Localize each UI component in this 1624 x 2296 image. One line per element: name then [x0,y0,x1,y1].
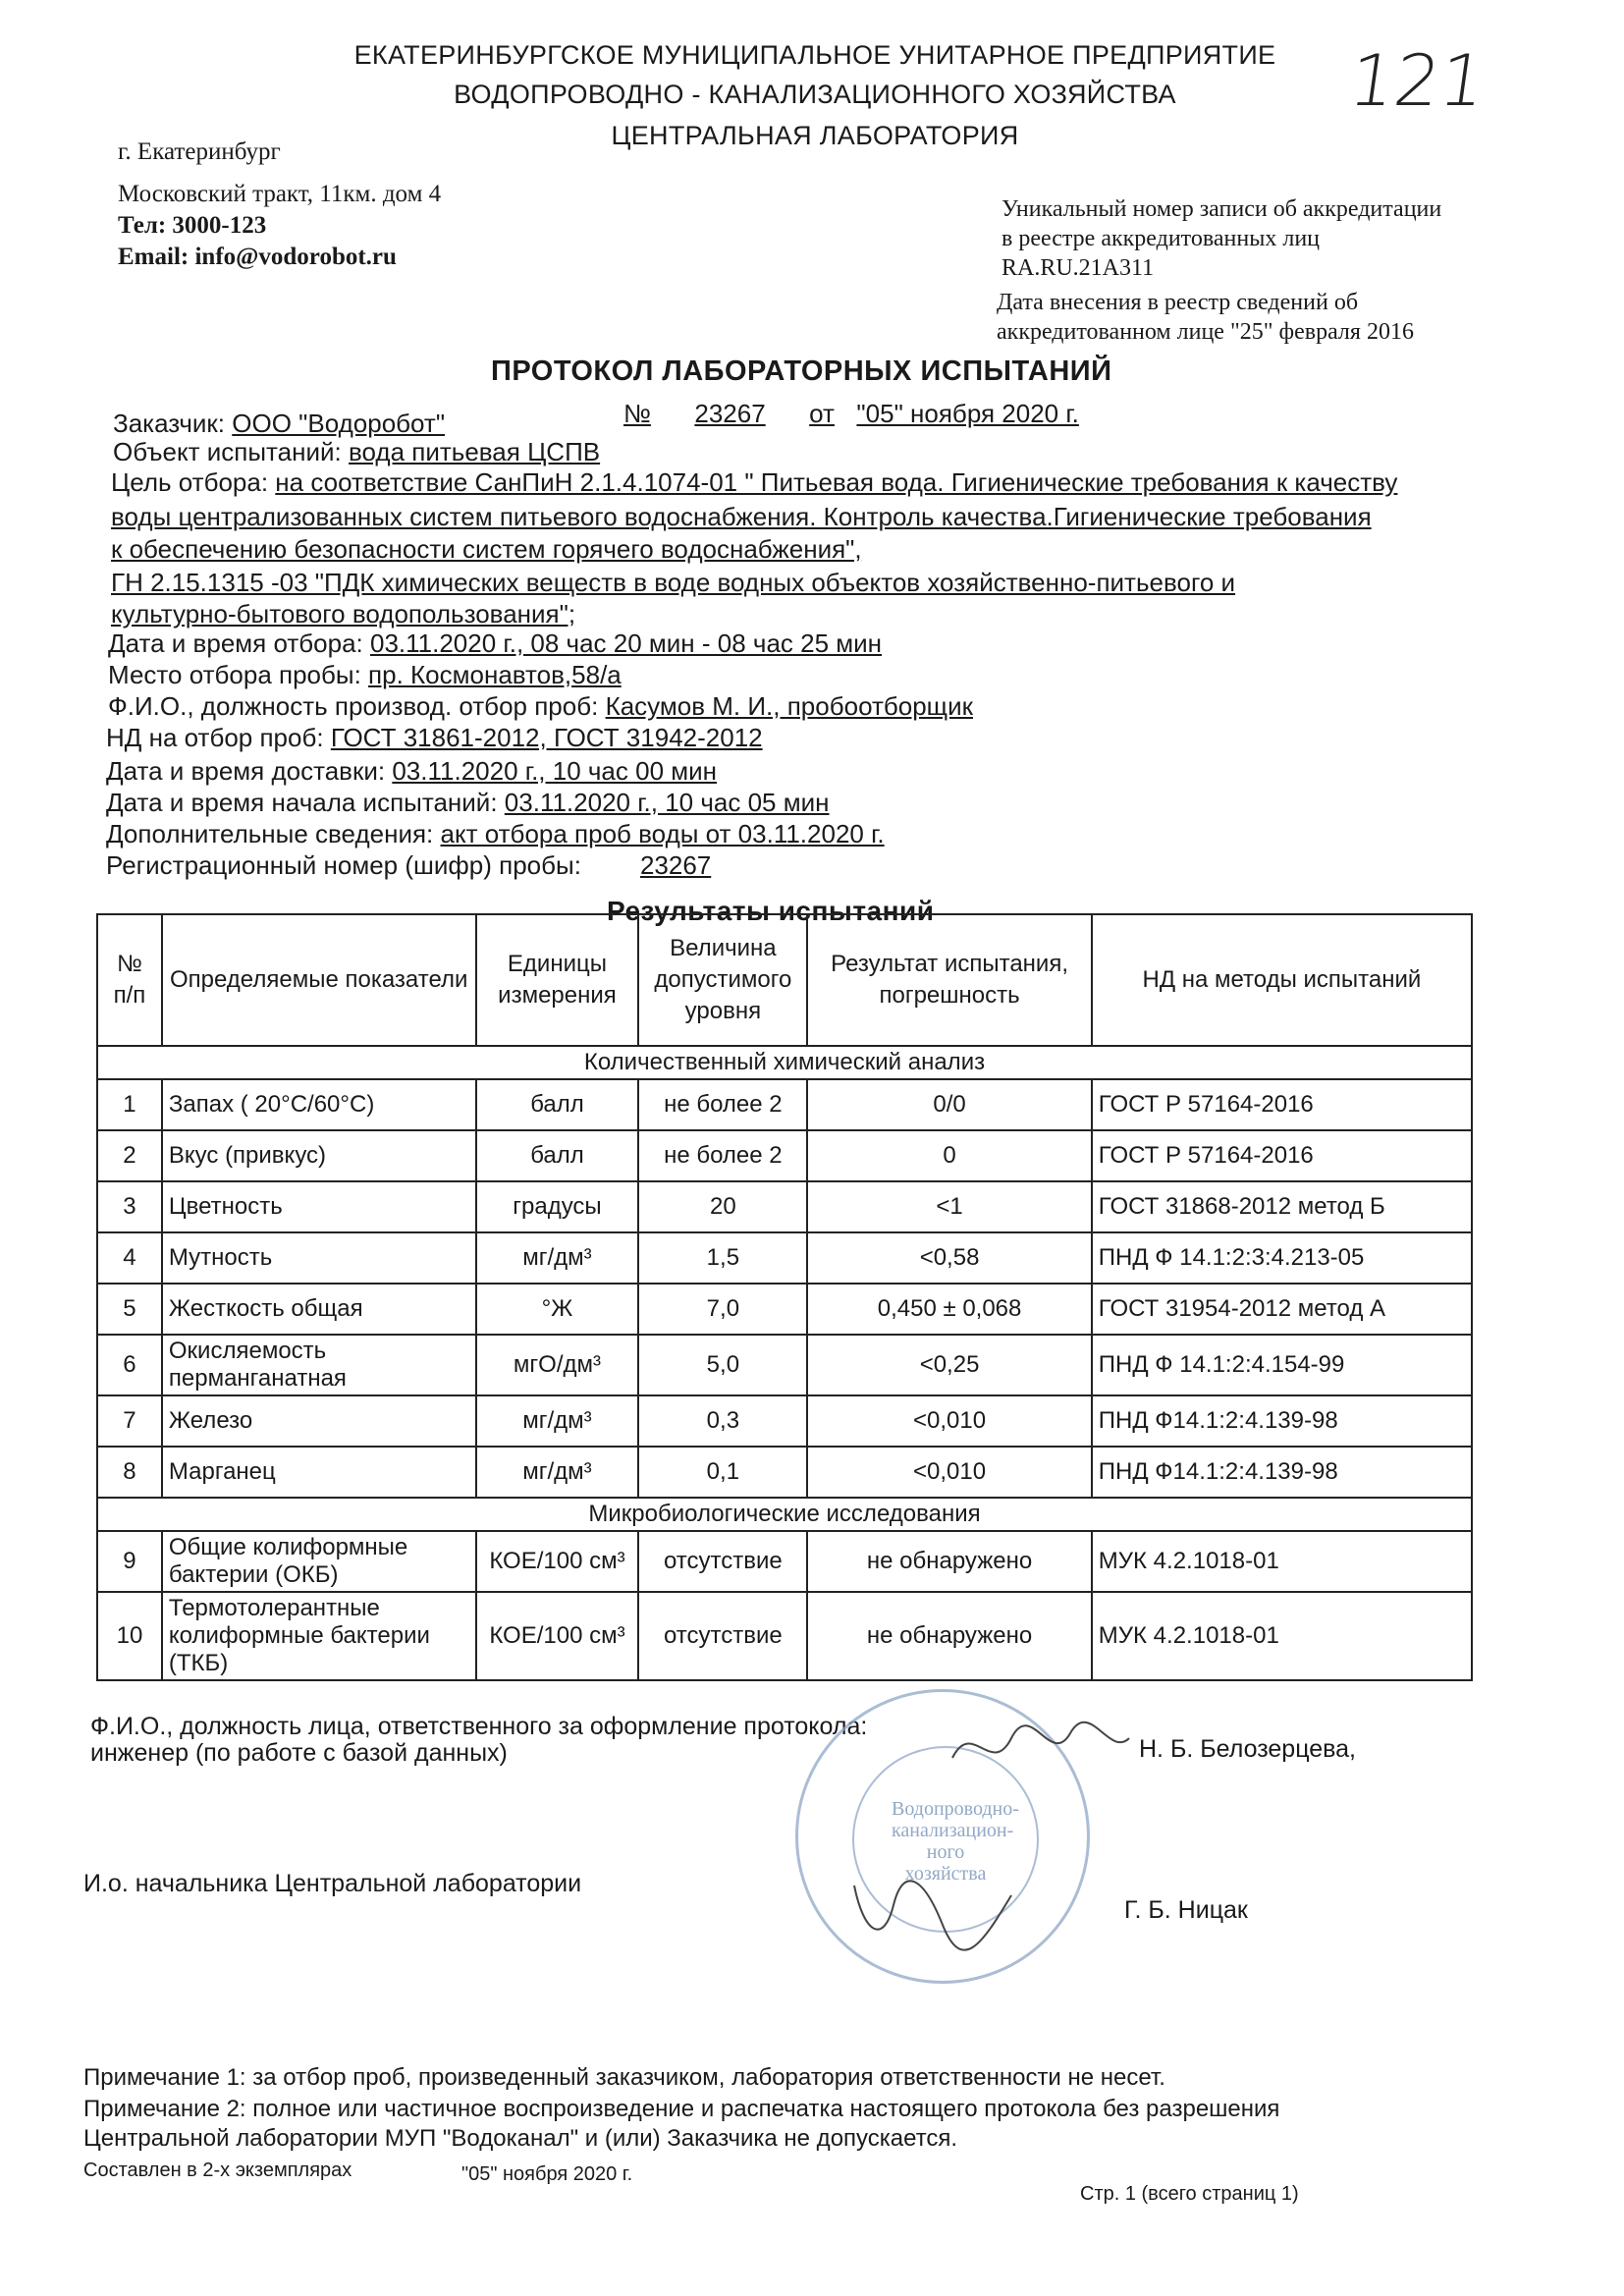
registration-value: 23267 [639,850,712,880]
purpose-text-1: на соответствие СанПиН 2.1.4.1074-01 " Питьевая вода. Гигиенические требования к качеству [275,467,1398,497]
row-number-cell: 1 [97,1079,162,1130]
method-cell: МУК 4.2.1018-01 [1092,1531,1472,1592]
footnote-2-line-2: Центральной лаборатории МУП "Водоканал" и (или) Заказчика не допускается. [83,2125,958,2152]
header-result: Результат испытания, погрешность [807,914,1091,1046]
table-row [97,1447,1472,1498]
unit-cell: °Ж [476,1284,639,1335]
page-number: Стр. 1 (всего страниц 1) [1080,2183,1299,2205]
unit-cell: балл [476,1130,639,1181]
footnote-1: Примечание 1: за отбор проб, произведенный заказчиком, лаборатория ответственности не несет. [83,2064,1165,2091]
signature-2 [844,1866,1041,1954]
extra-info-line [106,821,885,847]
accreditation-line-4: Дата внесения в реестр сведений об [997,290,1359,315]
protocol-number-line [623,401,1079,426]
result-cell: не обнаружено [807,1592,1091,1680]
limit-cell: отсутствие [638,1592,807,1680]
indicator-name-cell: Мутность [162,1232,476,1284]
footnote-2-line-1: Примечание 2: полное или частичное воспроизведение и распечатка настоящего протокола без разрешения [83,2096,1280,2122]
purpose-text-3: к обеспечению безопасности систем горячего водоснабжения", [111,534,862,564]
sampling-nd-value: ГОСТ 31861-2012, ГОСТ 31942-2012 [330,723,763,752]
row-number-cell: 2 [97,1130,162,1181]
unit-cell: мг/дм³ [476,1395,639,1447]
organization-name-line-1: ЕКАТЕРИНБУРГСКОЕ МУНИЦИПАЛЬНОЕ УНИТАРНОЕ ПРЕДПРИЯТИЕ [353,40,1276,70]
purpose-text-5: культурно-бытового водопользования"; [111,599,576,629]
header-number: № п/п [97,914,162,1046]
sampling-place-line [108,662,622,687]
result-cell: 0/0 [807,1079,1091,1130]
accreditation-line-5: аккредитованном лице "25" февраля 2016 [997,319,1414,345]
table-row [97,1079,1472,1130]
email: Email: info@vodorobot.ru [118,244,397,270]
registration-line [106,852,711,878]
method-cell: ПНД Ф 14.1:2:4.154-99 [1092,1335,1472,1395]
result-cell: <0,25 [807,1335,1091,1395]
table-row [97,1130,1472,1181]
method-cell: ПНД Ф14.1:2:4.139-98 [1092,1447,1472,1498]
delivery-line [106,758,717,784]
organization-name-line-2: ВОДОПРОВОДНО - КАНАЛИЗАЦИОННОГО ХОЗЯЙСТВА [454,80,1176,109]
table-row [97,1232,1472,1284]
customer-value: ООО "Водоробот" [232,409,446,438]
object-value: вода питьевая ЦСПВ [349,437,601,466]
phone: Тел: 3000-123 [118,212,267,239]
unit-cell: мг/дм³ [476,1447,639,1498]
object-line [113,439,600,465]
method-cell: МУК 4.2.1018-01 [1092,1592,1472,1680]
indicator-name-cell: Термотолерантные колиформные бактерии (ТКБ) [162,1592,476,1680]
test-start-line [106,790,829,815]
stamp-center-text: Водопроводно-канализацион-ного хозяйства [892,1798,1019,1885]
row-number-cell: 3 [97,1181,162,1232]
indicator-name-cell: Запах ( 20°С/60°С) [162,1079,476,1130]
indicator-name-cell: Цветность [162,1181,476,1232]
table-row [97,1395,1472,1447]
indicator-name-cell: Окисляемость перманганатная [162,1335,476,1395]
method-cell: ГОСТ 31954-2012 метод А [1092,1284,1472,1335]
accreditation-line-1: Уникальный номер записи об аккредитации [1001,196,1442,222]
section-chemical: Количественный химический анализ [97,1046,1472,1079]
unit-cell: КОЕ/100 см³ [476,1531,639,1592]
protocol-date-label: от [809,399,835,428]
unit-cell: мгО/дм³ [476,1335,639,1395]
sampling-place-label: Место отбора пробы: [108,660,361,689]
address-city: г. Екатеринбург [118,138,281,165]
results-table [96,913,1473,1681]
indicator-name-cell: Марганец [162,1447,476,1498]
table-row [97,1335,1472,1395]
limit-cell: 20 [638,1181,807,1232]
head-label: И.о. начальника Центральной лаборатории [83,1870,582,1897]
head-name: Г. Б. Ницак [1124,1896,1248,1924]
result-cell: не обнаружено [807,1531,1091,1592]
protocol-date: "05" ноября 2020 г. [856,399,1079,428]
header-indicator: Определяемые показатели [162,914,476,1046]
unit-cell: градусы [476,1181,639,1232]
responsible-label-2: инженер (по работе с базой данных) [90,1739,508,1767]
handwritten-number: 121 [1344,39,1491,122]
results-body [97,1046,1472,1680]
indicator-name-cell: Жесткость общая [162,1284,476,1335]
copies-note: Составлен в 2-х экземплярах [83,2159,352,2181]
sampling-nd-label: НД на отбор проб: [106,723,324,752]
test-start-value: 03.11.2020 г., 10 час 05 мин [504,788,830,817]
method-cell: ПНД Ф14.1:2:4.139-98 [1092,1395,1472,1447]
accreditation-line-2: в реестре аккредитованных лиц [1001,226,1320,251]
delivery-label: Дата и время доставки: [106,756,386,786]
purpose-text-2: воды централизованных систем питьевого водоснабжения. Контроль качества.Гигиенические требования [111,502,1372,531]
test-start-label: Дата и время начала испытаний: [106,788,498,817]
limit-cell: 1,5 [638,1232,807,1284]
address-street: Московский тракт, 11км. дом 4 [118,181,442,207]
purpose-text-4: ГН 2.15.1315 -03 "ПДК химических веществ в воде водных объектов хозяйственно-питьевого и [111,568,1236,597]
result-cell: <1 [807,1181,1091,1232]
extra-info-value: акт отбора проб воды от 03.11.2020 г. [440,819,885,848]
table-row [97,1531,1472,1592]
limit-cell: 7,0 [638,1284,807,1335]
results-header-row [97,914,1472,1046]
limit-cell: 0,3 [638,1395,807,1447]
header-unit: Единицы измерения [476,914,639,1046]
limit-cell: не более 2 [638,1079,807,1130]
accreditation-number: RA.RU.21A311 [1001,255,1155,281]
sampling-datetime-line [108,630,882,656]
row-number-cell: 8 [97,1447,162,1498]
unit-cell: балл [476,1079,639,1130]
header-limit: Величина допустимого уровня [638,914,807,1046]
method-cell: ГОСТ Р 57164-2016 [1092,1079,1472,1130]
row-number-cell: 4 [97,1232,162,1284]
indicator-name-cell: Железо [162,1395,476,1447]
protocol-number: 23267 [694,399,766,428]
sampler-value: Касумов М. И., пробоотборщик [605,691,973,721]
header-method: НД на методы испытаний [1092,914,1472,1046]
limit-cell: отсутствие [638,1531,807,1592]
method-cell: ГОСТ Р 57164-2016 [1092,1130,1472,1181]
sampler-label: Ф.И.О., должность производ. отбор проб: [108,691,599,721]
laboratory-name: ЦЕНТРАЛЬНАЯ ЛАБОРАТОРИЯ [611,121,1019,150]
responsible-name: Н. Б. Белозерцева, [1139,1735,1356,1763]
limit-cell: 0,1 [638,1447,807,1498]
sampler-line [108,693,973,719]
purpose-line-1 [111,469,1397,495]
responsible-label-1: Ф.И.О., должность лица, ответственного за оформление протокола: [90,1713,868,1740]
delivery-value: 03.11.2020 г., 10 час 00 мин [392,756,718,786]
object-label: Объект испытаний: [113,437,342,466]
row-number-cell: 7 [97,1395,162,1447]
protocol-title: ПРОТОКОЛ ЛАБОРАТОРНЫХ ИСПЫТАНИЙ [491,355,1112,387]
table-row [97,1284,1472,1335]
result-cell: 0,450 ± 0,068 [807,1284,1091,1335]
result-cell: 0 [807,1130,1091,1181]
signature-1 [943,1709,1139,1787]
indicator-name-cell: Вкус (привкус) [162,1130,476,1181]
sampling-datetime-value: 03.11.2020 г., 08 час 20 мин - 08 час 25 мин [369,629,883,658]
purpose-label: Цель отбора: [111,467,269,497]
result-cell: <0,010 [807,1395,1091,1447]
row-number-cell: 6 [97,1335,162,1395]
copies-date: "05" ноября 2020 г. [461,2163,633,2185]
section-microbiological: Микробиологические исследования [97,1498,1472,1531]
customer-label: Заказчик: [113,409,226,438]
indicator-name-cell: Общие колиформные бактерии (ОКБ) [162,1531,476,1592]
sampling-place-value: пр. Космонавтов,58/а [368,660,622,689]
customer-line [113,410,445,436]
result-cell: <0,58 [807,1232,1091,1284]
limit-cell: не более 2 [638,1130,807,1181]
unit-cell: КОЕ/100 см³ [476,1592,639,1680]
sampling-datetime-label: Дата и время отбора: [108,629,363,658]
method-cell: ГОСТ 31868-2012 метод Б [1092,1181,1472,1232]
row-number-cell: 10 [97,1592,162,1680]
table-row [97,1592,1472,1680]
results-title: Результаты испытаний [607,896,935,926]
result-cell: <0,010 [807,1447,1091,1498]
limit-cell: 5,0 [638,1335,807,1395]
row-number-cell: 5 [97,1284,162,1335]
unit-cell: мг/дм³ [476,1232,639,1284]
row-number-cell: 9 [97,1531,162,1592]
table-row [97,1181,1472,1232]
protocol-number-label: № [623,399,651,428]
extra-info-label: Дополнительные сведения: [106,819,434,848]
method-cell: ПНД Ф 14.1:2:3:4.213-05 [1092,1232,1472,1284]
sampling-nd-line [106,725,763,750]
registration-label: Регистрационный номер (шифр) пробы: [106,850,581,880]
